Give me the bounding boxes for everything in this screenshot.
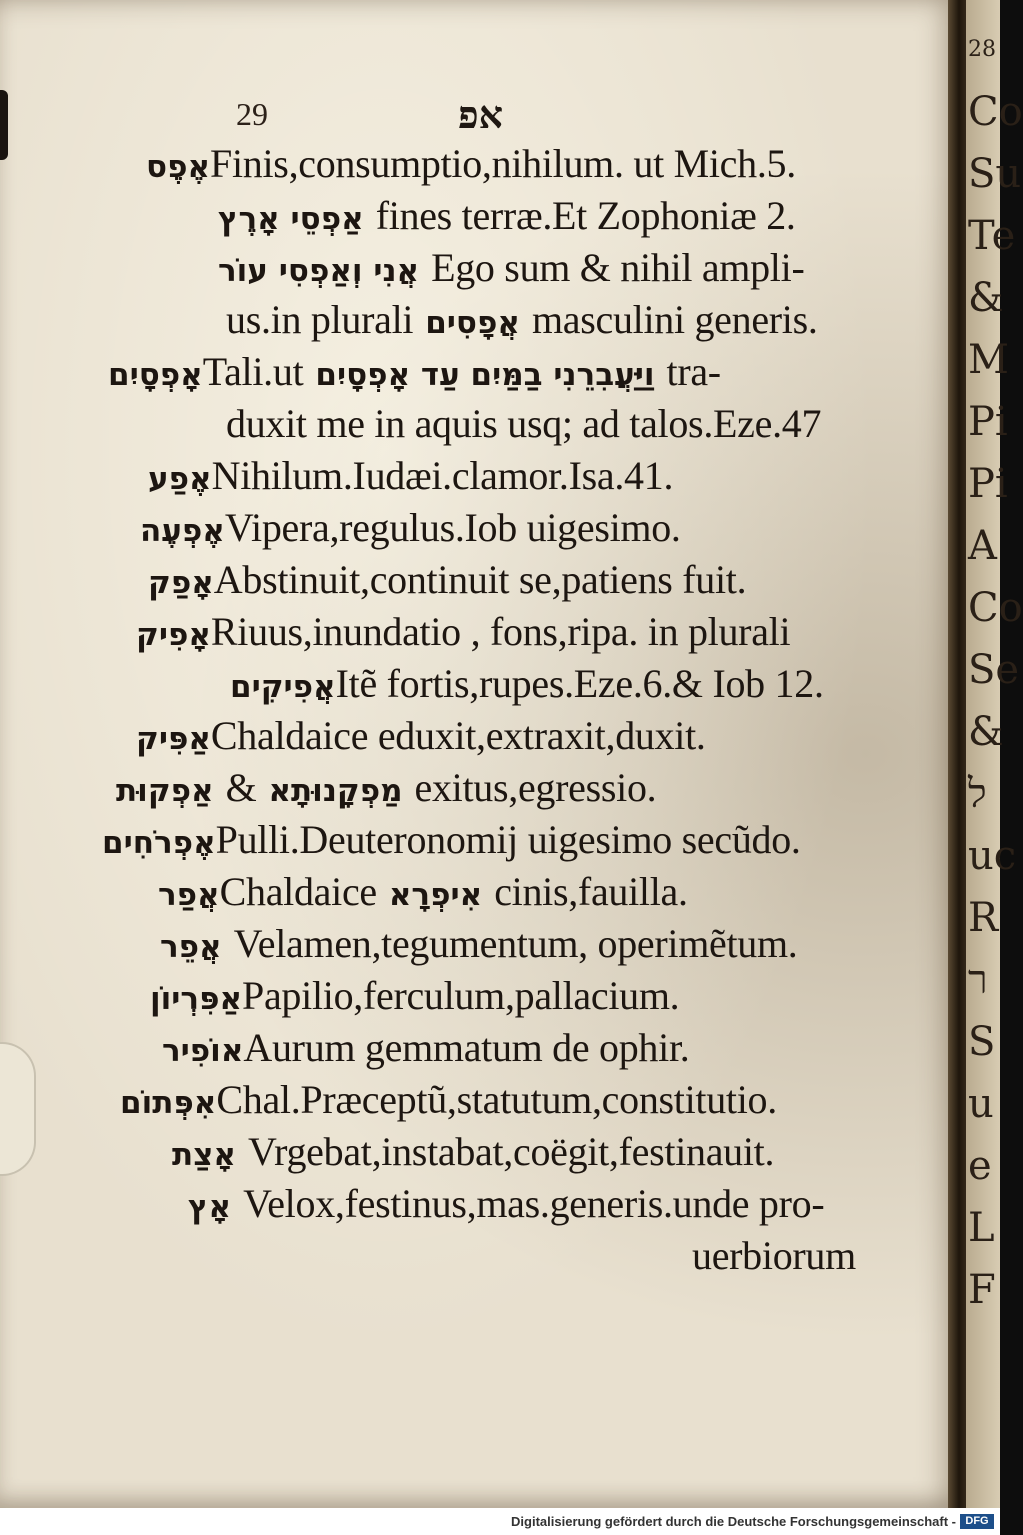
latin-gloss: Velamen,tegumentum, operimẽtum. bbox=[233, 921, 798, 966]
latin-gloss: fines terræ.Et Zophoniæ 2. bbox=[375, 193, 796, 238]
entry-line bbox=[136, 606, 790, 658]
adjacent-page-fragment: F bbox=[968, 1267, 996, 1313]
adjacent-page-edge bbox=[966, 0, 1023, 1508]
entry-line bbox=[230, 658, 824, 710]
entry-line bbox=[172, 1126, 774, 1178]
hebrew-headword: אָפִיק bbox=[136, 617, 211, 653]
latin-gloss: Vipera,regulus.Iob uigesimo. bbox=[224, 505, 681, 550]
latin-gloss: us.in plurali bbox=[226, 297, 414, 342]
adjacent-page-fragment: Co bbox=[968, 585, 1023, 631]
hebrew-headword: אִפְּתוֹם bbox=[120, 1085, 217, 1121]
hebrew-quotation: וַיַּעֲבִרֵנִי בַמַּיִם עַד אָפְסָיִם bbox=[315, 357, 655, 393]
adjacent-page-fragment: ר bbox=[968, 957, 988, 1003]
entry-line bbox=[116, 762, 656, 814]
hebrew-word: אִיפְרָא bbox=[388, 877, 483, 913]
hebrew-headword: אֲנִי וְאַפְסִי עוֹר bbox=[218, 253, 420, 289]
hebrew-headword: אָפַק bbox=[148, 565, 214, 601]
hebrew-word: אֲפָסִים bbox=[425, 305, 520, 341]
entry-line bbox=[158, 866, 688, 918]
hebrew-headword: אֶפֶס bbox=[146, 149, 211, 185]
adjacent-page-fragment: & bbox=[968, 709, 1004, 755]
adjacent-page-fragment: Te bbox=[968, 213, 1016, 259]
hebrew-headword: אַפְקוּת bbox=[116, 773, 214, 809]
adjacent-page-fragment: Co bbox=[968, 89, 1023, 135]
latin-gloss: Riuus,inundatio , fons,ripa. in plurali bbox=[210, 609, 791, 654]
adjacent-page-fragment: L bbox=[968, 1205, 995, 1251]
entry-line bbox=[218, 242, 804, 294]
adjacent-page-fragment: Pi bbox=[968, 461, 1008, 507]
latin-gloss: Finis,consumptio,nihilum. ut Mich.5. bbox=[210, 141, 796, 186]
entry-line bbox=[150, 970, 679, 1022]
latin-gloss: masculini generis. bbox=[531, 297, 818, 342]
latin-gloss: Chal.Præceptũ,statutum,constitutio. bbox=[216, 1077, 777, 1122]
hebrew-headword: אָצַת bbox=[172, 1137, 236, 1173]
adjacent-page-fragment: Su bbox=[968, 151, 1022, 197]
hebrew-headword: אֶפְרֹחִים bbox=[102, 825, 216, 861]
page-header bbox=[0, 92, 960, 142]
adjacent-page-fragment: u bbox=[968, 1081, 994, 1127]
hebrew-headword: אָפְסָיִם bbox=[108, 357, 203, 393]
latin-catchword: uerbiorum bbox=[692, 1233, 856, 1278]
hebrew-word: מַפְקָנוּתָא bbox=[268, 773, 403, 809]
entry-line bbox=[120, 1074, 777, 1126]
latin-gloss: Vrgebat,instabat,coëgit,festinauit. bbox=[247, 1129, 775, 1174]
entry-line bbox=[218, 190, 796, 242]
entry-line bbox=[136, 710, 706, 762]
hebrew-headword: אֲפִיקִים bbox=[230, 669, 336, 705]
latin-gloss: & bbox=[225, 765, 257, 810]
latin-gloss: Itẽ fortis,rupes.Eze.6.& Iob 12. bbox=[335, 661, 824, 706]
adjacent-page-fragment: 28 bbox=[968, 37, 996, 62]
entry-line bbox=[226, 294, 818, 346]
latin-gloss: Chaldaice eduxit,extraxit,duxit. bbox=[210, 713, 706, 758]
hebrew-headword: אֶפְעֶה bbox=[140, 513, 225, 549]
adjacent-page-fragment: Pi bbox=[968, 399, 1008, 445]
entry-line bbox=[148, 554, 746, 606]
latin-gloss: Pulli.Deuteronomij uigesimo secũdo. bbox=[215, 817, 801, 862]
latin-gloss: Aurum gemmatum de ophir. bbox=[243, 1025, 690, 1070]
adjacent-page-fragment: uc bbox=[968, 833, 1017, 879]
adjacent-page-fragment: Se bbox=[968, 647, 1020, 693]
latin-gloss: exitus,egressio. bbox=[414, 765, 657, 810]
page-tab bbox=[0, 1042, 36, 1176]
hebrew-headword: אוֹפִיר bbox=[162, 1033, 244, 1069]
adjacent-page-fragment: e bbox=[968, 1143, 992, 1189]
folio-number: 29 bbox=[236, 96, 268, 132]
latin-gloss: duxit me in aquis usq; ad talos.Eze.47 bbox=[226, 401, 822, 446]
latin-gloss: cinis,fauilla. bbox=[494, 869, 688, 914]
latin-gloss: Tali.ut bbox=[202, 349, 304, 394]
dfg-logo: DFG bbox=[960, 1514, 994, 1529]
adjacent-page-fragment: S bbox=[968, 1019, 996, 1065]
hebrew-headword: אָץ bbox=[188, 1189, 232, 1225]
entry-line bbox=[162, 1022, 689, 1074]
latin-gloss: Papilio,ferculum,pallacium. bbox=[242, 973, 680, 1018]
catchword bbox=[692, 1230, 856, 1282]
latin-gloss: tra- bbox=[666, 349, 721, 394]
entry-line bbox=[102, 814, 801, 866]
entry-line bbox=[160, 918, 798, 970]
entry-line bbox=[146, 138, 796, 190]
digitization-footer bbox=[0, 1508, 1000, 1535]
adjacent-page-fragment: A bbox=[968, 523, 997, 569]
hebrew-headword: אַפִּרְיוֹן bbox=[150, 981, 243, 1017]
adjacent-page-fragment: & bbox=[968, 275, 1004, 321]
latin-gloss: Abstinuit,continuit se,patiens fuit. bbox=[213, 557, 747, 602]
hebrew-headword: אֲפַר bbox=[158, 877, 220, 913]
hebrew-headword: אַפְסֵי אָרֶץ bbox=[218, 201, 364, 237]
hebrew-headword: אַפִּיק bbox=[136, 721, 211, 757]
adjacent-page-fragment: R bbox=[968, 895, 999, 941]
entry-line bbox=[108, 346, 721, 398]
latin-gloss: Ego sum & nihil ampli- bbox=[431, 245, 805, 290]
entry-line bbox=[226, 398, 821, 450]
hebrew-headword: אֶפַע bbox=[148, 461, 212, 497]
entry-line bbox=[140, 502, 681, 554]
hebrew-headword: אֲפֵר bbox=[160, 929, 222, 965]
latin-gloss: Chaldaice bbox=[219, 869, 377, 914]
adjacent-page-fragment: M bbox=[968, 337, 1009, 383]
running-head: אפ bbox=[458, 92, 504, 137]
latin-gloss: Nihilum.Iudæi.clamor.Isa.41. bbox=[211, 453, 674, 498]
latin-gloss: Velox,festinus,mas.generis.unde pro- bbox=[243, 1181, 825, 1226]
adjacent-page-fragment: ל bbox=[968, 771, 987, 817]
funding-credit: Digitalisierung gefördert durch die Deutsche Forschungsgemeinschaft - bbox=[511, 1514, 956, 1529]
entry-line bbox=[148, 450, 673, 502]
entry-line bbox=[188, 1178, 824, 1230]
